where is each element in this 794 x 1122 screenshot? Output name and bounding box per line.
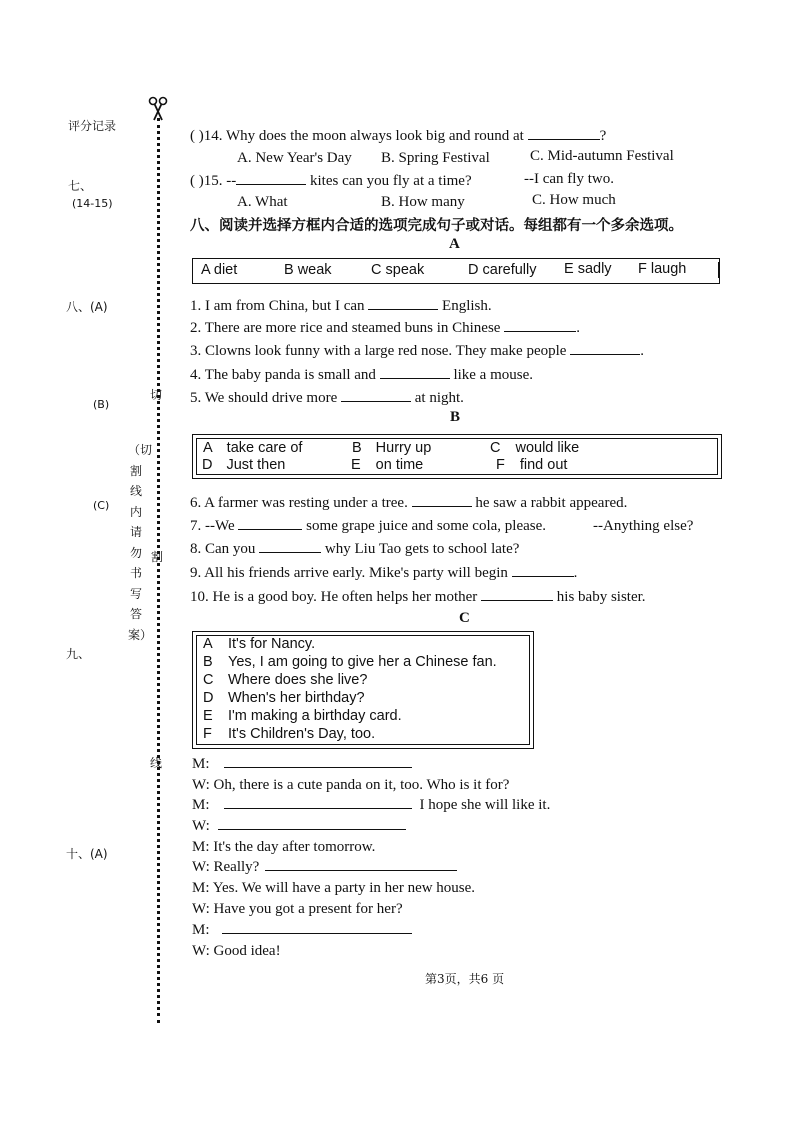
option-b-weak: B weak xyxy=(284,262,332,278)
answer-blank[interactable] xyxy=(218,828,406,830)
question-7: 7. --We some grape juice and some cola, please. xyxy=(190,518,547,534)
answer-blank[interactable] xyxy=(224,807,412,809)
question-2: 2. There are more rice and steamed buns in Chinese . xyxy=(190,320,580,336)
question-10: 10. He is a good boy. He often helps her mother his baby sister. xyxy=(190,589,646,605)
answer-blank[interactable] xyxy=(512,575,574,577)
answer-blank[interactable] xyxy=(265,869,457,871)
dialog-line-7: M: Yes. We will have a party in her new house. xyxy=(192,880,476,896)
section-nine-label: 九、 xyxy=(66,647,91,661)
option-c-f: F It's Children's Day, too. xyxy=(203,726,376,742)
question-6: 6. A farmer was resting under a tree. he saw a rabbit appeared. xyxy=(190,495,628,511)
option-b-c: C would like xyxy=(490,440,580,456)
dialog-line-2: W: Oh, there is a cute panda on it, too. Who is it for? xyxy=(192,777,510,793)
cut-char-1: 切 xyxy=(150,388,163,402)
question-1: 1. I am from China, but I can English. xyxy=(190,298,492,314)
option-b-f: F find out xyxy=(496,457,568,473)
answer-blank[interactable] xyxy=(380,377,450,379)
option-f-laugh: F laugh xyxy=(638,261,687,277)
answer-blank[interactable] xyxy=(481,599,553,601)
section-ten-a-label: 十、(A) xyxy=(66,847,108,861)
question-14: ( )14. Why does the moon always look big and round at ? xyxy=(190,128,607,144)
answer-blank[interactable] xyxy=(528,138,600,140)
question-8: 8. Can you why Liu Tao gets to school late? xyxy=(190,541,520,557)
question-4: 4. The baby panda is small and like a mouse. xyxy=(190,367,534,383)
section-seven-label: 七、 xyxy=(68,179,93,193)
q14-option-c: C. Mid-autumn Festival xyxy=(530,148,674,164)
dialog-line-10: W: Good idea! xyxy=(192,943,281,959)
cut-char-2: 割 xyxy=(151,550,164,564)
dialog-line-8: W: Have you got a present for her? xyxy=(192,901,403,917)
answer-blank[interactable] xyxy=(570,353,640,355)
cut-line xyxy=(157,118,160,1023)
answer-blank[interactable] xyxy=(412,505,472,507)
option-a-diet: A diet xyxy=(201,262,238,278)
q15-option-c: C. How much xyxy=(532,192,616,208)
group-c-label: C xyxy=(459,610,470,626)
question-15: ( )15. -- kites can you fly at a time? xyxy=(190,173,472,189)
section-eight-c-label: (C) xyxy=(93,499,110,512)
group-b-label: B xyxy=(450,409,461,425)
dialog-line-4: W: xyxy=(192,818,406,835)
page-number: 第3页，共6 页 xyxy=(425,972,505,986)
option-c-d: D When's her birthday? xyxy=(203,690,365,706)
option-c-speak: C speak xyxy=(371,262,425,278)
option-b-a: A take care of xyxy=(203,440,303,456)
option-c-b: B Yes, I am going to give her a Chinese fan. xyxy=(203,654,497,670)
section-eight-a-label: 八、(A) xyxy=(66,300,108,314)
q15-reply: --I can fly two. xyxy=(524,171,614,187)
group-a-label: A xyxy=(449,236,460,252)
dialog-line-3: M: I hope she will like it. xyxy=(192,797,551,813)
q15-option-b: B. How many xyxy=(381,194,465,210)
answer-blank[interactable] xyxy=(341,400,411,402)
answer-paren[interactable]: ( ) xyxy=(190,173,204,189)
option-c-e: E I'm making a birthday card. xyxy=(203,708,402,724)
dialog-line-9: M: xyxy=(192,922,412,939)
cut-char-3: 线 xyxy=(150,756,163,770)
option-c-a: A It's for Nancy. xyxy=(203,636,316,652)
answer-blank[interactable] xyxy=(238,528,302,530)
answer-blank[interactable] xyxy=(259,551,321,553)
section-seven-range: (14-15) xyxy=(72,197,113,210)
answer-paren[interactable]: ( ) xyxy=(190,128,204,144)
section-eight-b-label: (B) xyxy=(93,398,110,411)
answer-blank[interactable] xyxy=(222,932,412,934)
q14-option-b: B. Spring Festival xyxy=(381,150,490,166)
cut-line-warning: （切割线内请勿书写答案） xyxy=(128,443,153,642)
option-d-carefully: D carefully xyxy=(468,262,537,278)
question-9: 9. All his friends arrive early. Mike's party will begin . xyxy=(190,565,578,581)
option-b-d: D Just then xyxy=(202,457,286,473)
question-7-reply: --Anything else? xyxy=(593,518,694,534)
option-b-e: E on time xyxy=(351,457,424,473)
q14-option-a: A. New Year's Day xyxy=(237,150,352,166)
answer-blank[interactable] xyxy=(224,766,412,768)
section-eight-title: 八、阅读并选择方框内合适的选项完成句子或对话。每组都有一个多余选项。 xyxy=(190,218,683,234)
question-5: 5. We should drive more at night. xyxy=(190,390,464,406)
option-c-c: C Where does she live? xyxy=(203,672,368,688)
dialog-line-5: M: It's the day after tomorrow. xyxy=(192,839,376,855)
dialog-line-1: M: xyxy=(192,756,412,773)
score-record-label: 评分记录 xyxy=(68,119,117,133)
question-3: 3. Clowns look funny with a large red nose. They make people . xyxy=(190,343,644,359)
answer-blank[interactable] xyxy=(236,183,306,185)
answer-blank[interactable] xyxy=(368,308,438,310)
dialog-line-6: W: Really? xyxy=(192,859,457,876)
option-b-b: B Hurry up xyxy=(352,440,432,456)
answer-blank[interactable] xyxy=(504,330,576,332)
option-e-sadly: E sadly xyxy=(564,261,612,277)
q15-option-a: A. What xyxy=(237,194,288,210)
